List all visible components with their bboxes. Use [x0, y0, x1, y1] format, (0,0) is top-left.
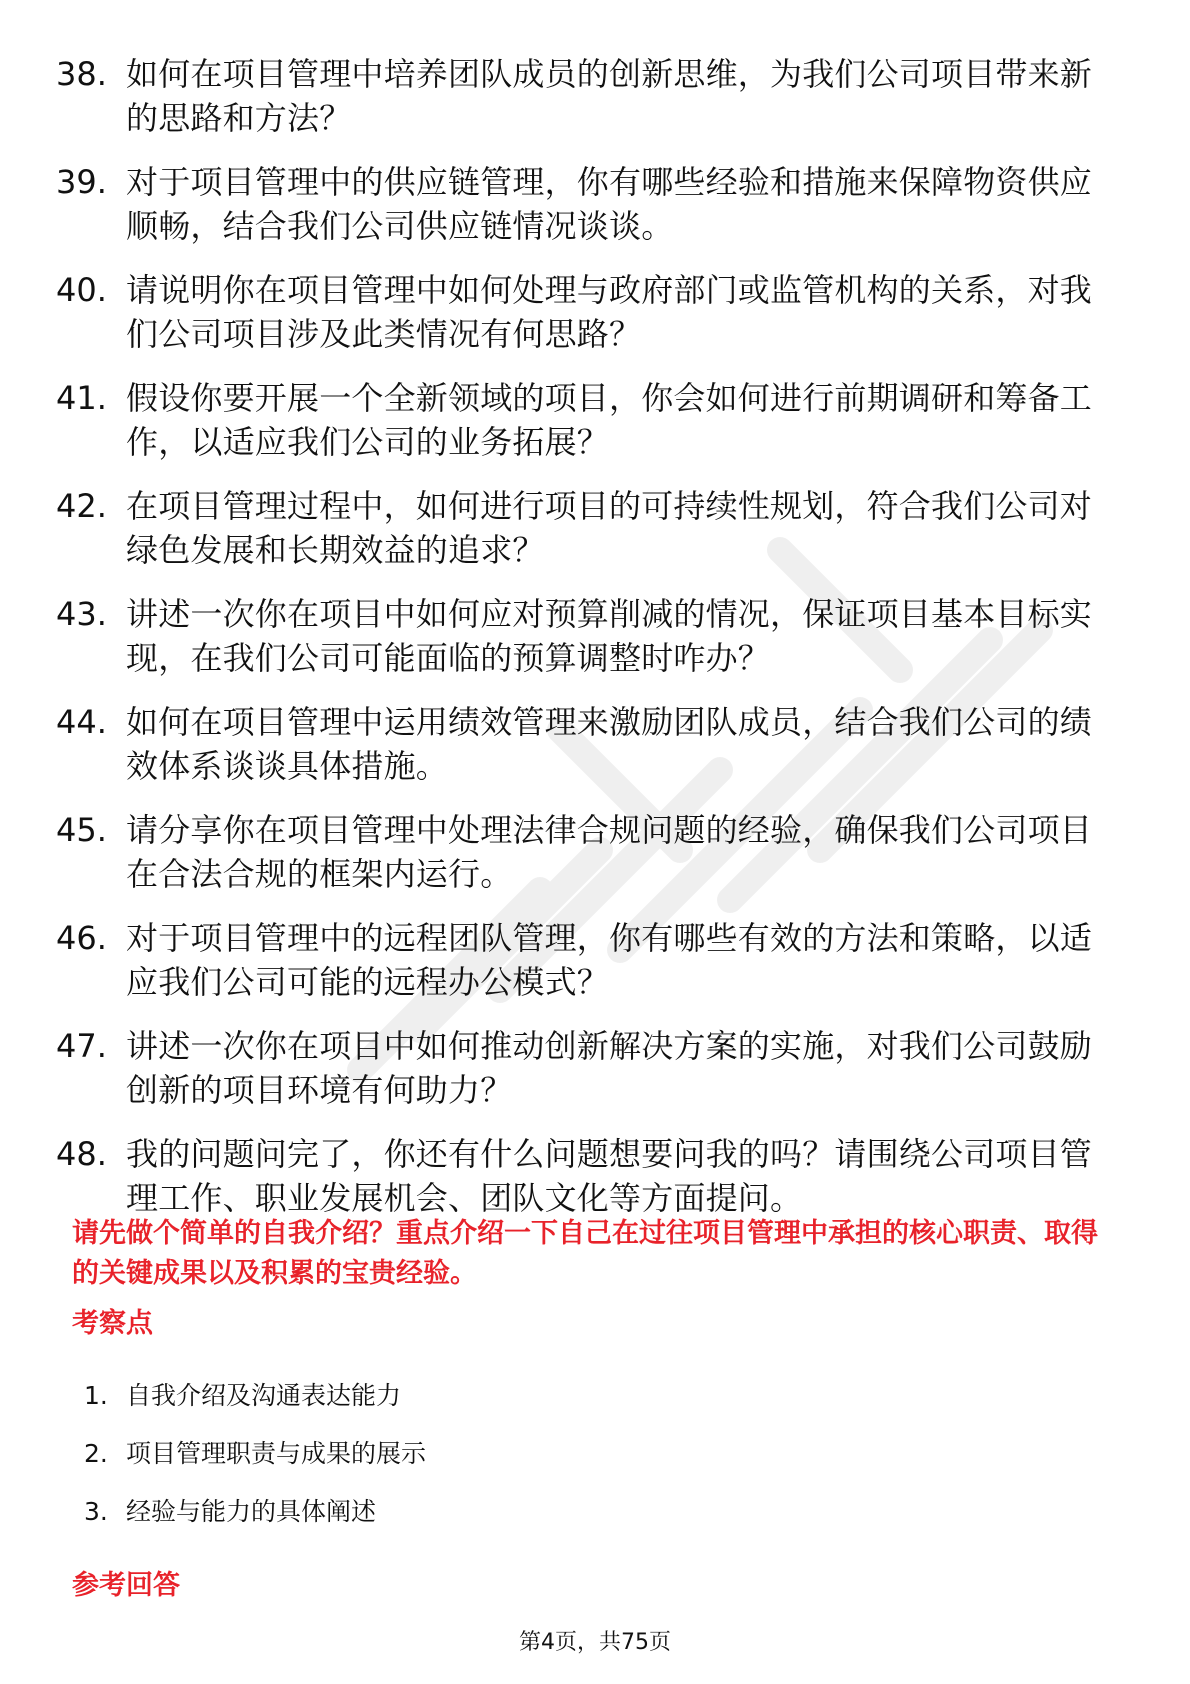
question-text: 请分享你在项目管理中处理法律合规问题的经验，确保我们公司项目在合法合规的框架内运行。: [126, 811, 1093, 893]
point-item: [84, 1494, 426, 1552]
question-number: 42.: [56, 487, 107, 525]
page-footer: 第4页，共75页: [519, 1630, 671, 1655]
question-text: 讲述一次你在项目中如何推动创新解决方案的实施，对我们公司鼓励创新的项目环境有何助力？: [126, 1027, 1093, 1109]
question-text: 在项目管理过程中，如何进行项目的可持续性规划，符合我们公司对绿色发展和长期效益的追求？: [126, 487, 1093, 569]
question-item: [56, 808, 1116, 896]
question-item: [56, 268, 1116, 356]
question-number: 46.: [56, 919, 107, 957]
question-item: [56, 1132, 1116, 1220]
question-number: 47.: [56, 1027, 107, 1065]
question-item: [56, 376, 1116, 464]
question-text: 我的问题问完了，你还有什么问题想要问我的吗？请围绕公司项目管理工作、职业发展机会、团队文化等方面提问。: [126, 1135, 1093, 1217]
point-number: 2.: [84, 1439, 108, 1468]
question-item: [56, 916, 1116, 1004]
question-number: 48.: [56, 1135, 107, 1173]
question-item: [56, 160, 1116, 248]
point-number: 3.: [84, 1497, 108, 1526]
question-number: 43.: [56, 595, 107, 633]
point-item: [84, 1436, 426, 1494]
point-text: 经验与能力的具体阐述: [126, 1497, 377, 1526]
question-text: 讲述一次你在项目中如何应对预算削减的情况，保证项目基本目标实现，在我们公司可能面临的预算调整时咋办？: [126, 595, 1093, 677]
question-list: [56, 52, 1116, 1240]
answer-heading: 参考回答: [72, 1570, 180, 1601]
points-heading: 考察点: [72, 1308, 153, 1339]
point-text: 项目管理职责与成果的展示: [126, 1439, 427, 1468]
featured-question: 请先做个简单的自我介绍？重点介绍一下自己在过往项目管理中承担的核心职责、取得的关键成果以及积累的宝贵经验。: [72, 1218, 1098, 1289]
question-text: 请说明你在项目管理中如何处理与政府部门或监管机构的关系，对我们公司项目涉及此类情况有何思路？: [126, 271, 1093, 353]
question-text: 如何在项目管理中培养团队成员的创新思维，为我们公司项目带来新的思路和方法？: [126, 55, 1093, 137]
question-item: [56, 700, 1116, 788]
question-item: [56, 484, 1116, 572]
question-number: 45.: [56, 811, 107, 849]
question-text: 如何在项目管理中运用绩效管理来激励团队成员，结合我们公司的绩效体系谈谈具体措施。: [126, 703, 1093, 785]
question-text: 对于项目管理中的远程团队管理，你有哪些有效的方法和策略，以适应我们公司可能的远程办公模式？: [126, 919, 1093, 1001]
point-text: 自我介绍及沟通表达能力: [126, 1381, 402, 1410]
point-item: [84, 1378, 426, 1436]
question-item: [56, 52, 1116, 140]
points-list: [84, 1378, 426, 1552]
question-number: 39.: [56, 163, 107, 201]
question-number: 44.: [56, 703, 107, 741]
question-number: 38.: [56, 55, 107, 93]
question-number: 40.: [56, 271, 107, 309]
question-text: 对于项目管理中的供应链管理，你有哪些经验和措施来保障物资供应顺畅，结合我们公司供应链情况谈谈。: [126, 163, 1093, 245]
question-text: 假设你要开展一个全新领域的项目，你会如何进行前期调研和筹备工作，以适应我们公司的业务拓展？: [126, 379, 1093, 461]
question-item: [56, 1024, 1116, 1112]
question-item: [56, 592, 1116, 680]
point-number: 1.: [84, 1381, 108, 1410]
question-number: 41.: [56, 379, 107, 417]
